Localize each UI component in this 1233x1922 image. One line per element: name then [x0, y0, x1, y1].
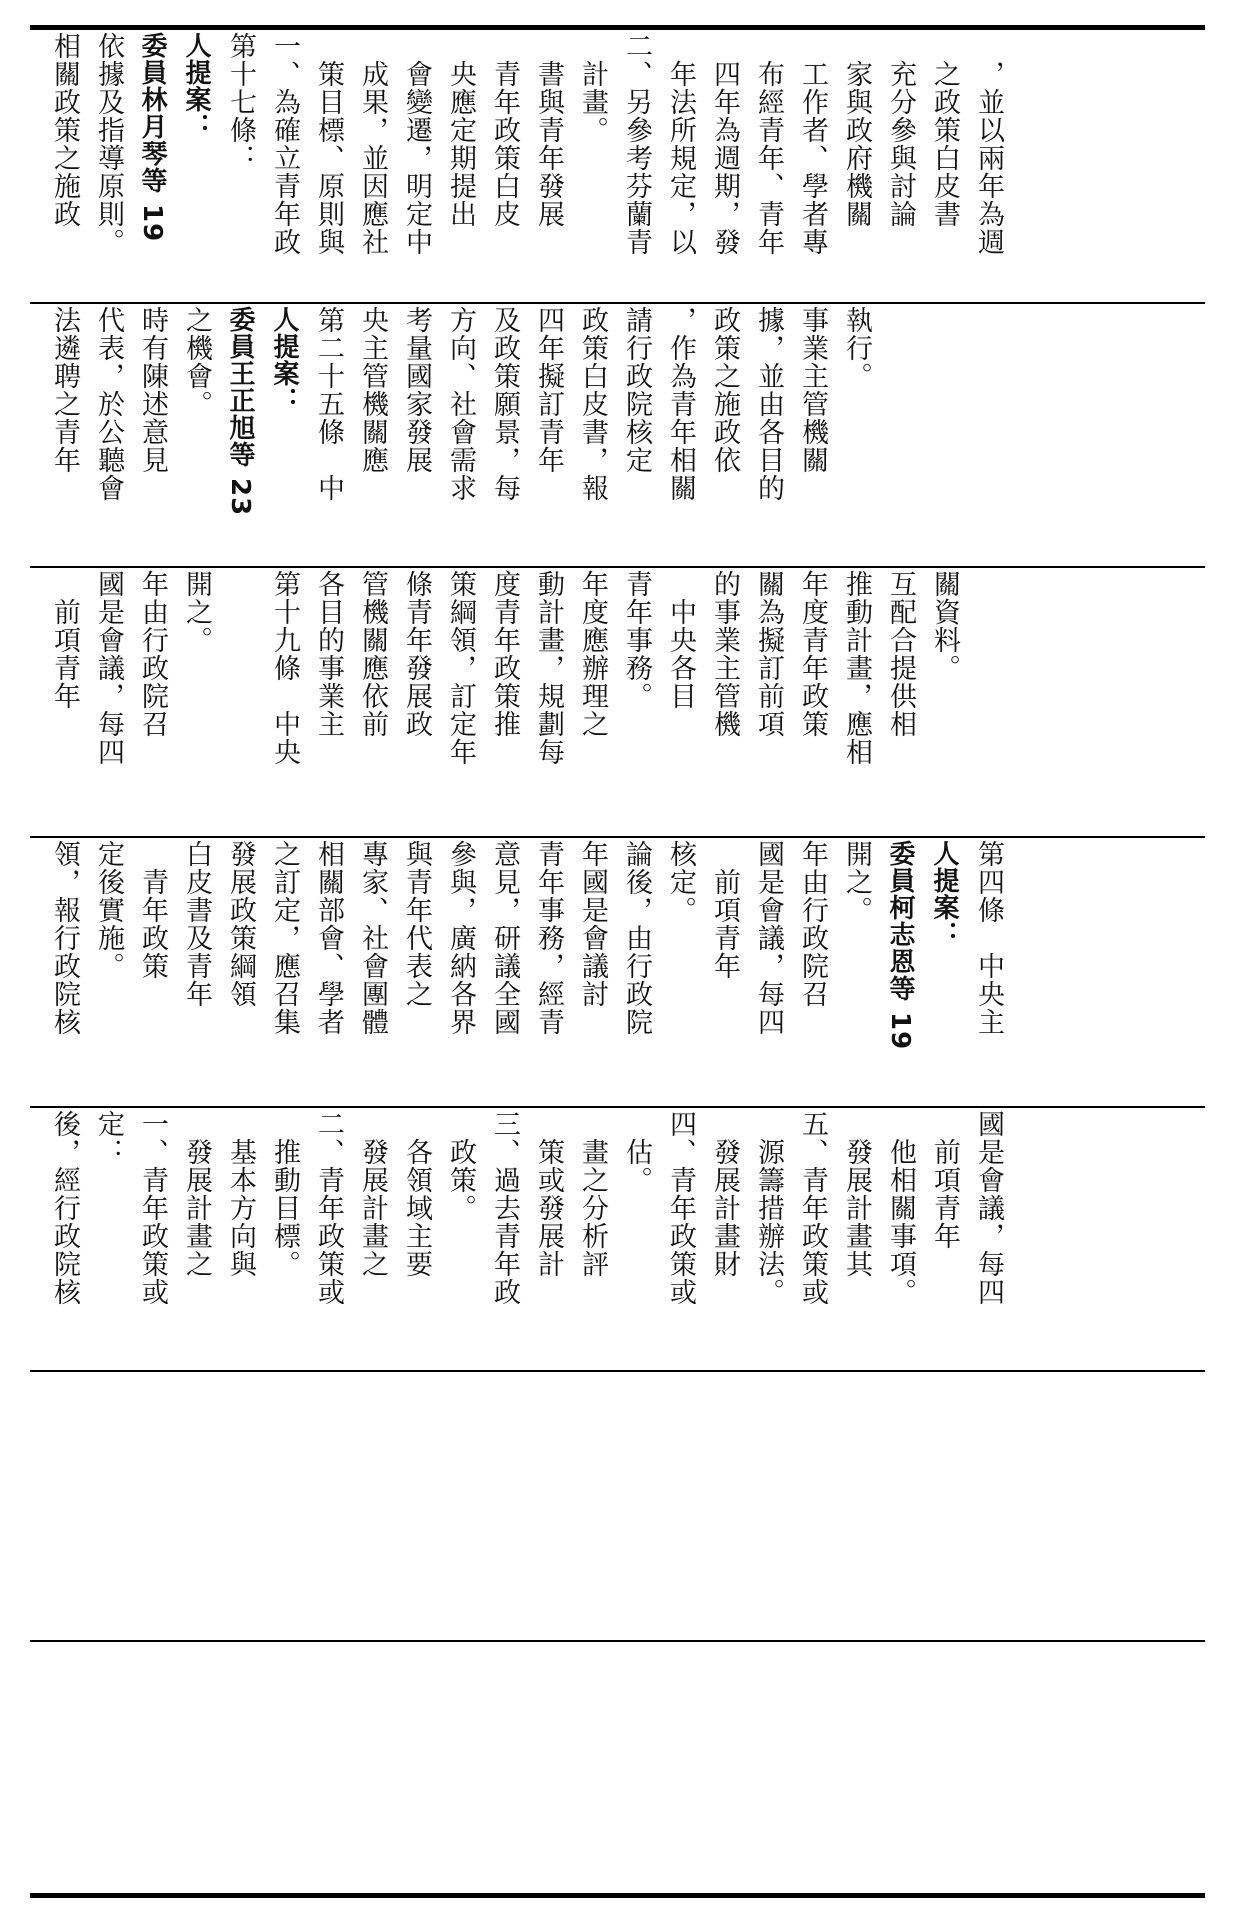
text-line: 推動計畫，應相	[841, 570, 872, 766]
text-line: 依據及指導原則。	[93, 32, 124, 256]
text-line: 後，經行政院核	[49, 1110, 80, 1306]
text-line: 第十九條 中央	[269, 570, 300, 766]
text-line: 一、青年政策或	[137, 1110, 168, 1306]
text-line: 五、青年政策或	[797, 1110, 828, 1306]
text-line: 專家、社會團體	[357, 840, 388, 1036]
text-line: 政策白皮書，報	[577, 306, 608, 502]
text-line: 人提案：	[181, 32, 211, 140]
text-line: 工作者、學者專	[797, 32, 828, 256]
text-line: 畫之分析評	[577, 1110, 608, 1278]
text-line: 三、過去青年政	[489, 1110, 520, 1306]
text-line: 他相關事項。	[885, 1110, 916, 1306]
text-line: 各目的事業主	[313, 570, 344, 738]
column-divider	[30, 1106, 1205, 1108]
text-line: 方向、社會需求	[445, 306, 476, 502]
text-line: 委員王正旭等 23	[225, 306, 255, 517]
text-line: 年由行政院召	[137, 570, 168, 738]
text-line: 度青年政策推	[489, 570, 520, 738]
text-column-3	[40, 570, 1200, 834]
text-line: 互配合提供相	[885, 570, 916, 738]
text-line: 代表，於公聽會	[93, 306, 124, 502]
top-rule	[30, 25, 1205, 30]
text-line: 二、另參考芬蘭青	[621, 32, 652, 256]
text-line: 及政策願景，每	[489, 306, 520, 502]
text-line: 估。	[621, 1110, 652, 1194]
text-line: 發展計畫之	[357, 1110, 388, 1278]
text-line: 管機關應依前	[357, 570, 388, 738]
text-line: 央應定期提出	[445, 32, 476, 228]
text-line: 計畫。	[577, 32, 608, 144]
text-line: 發展計畫其	[841, 1110, 872, 1278]
text-line: 開之。	[181, 570, 212, 654]
text-line: 據，並由各目的	[753, 306, 784, 502]
text-line: 政策。	[445, 1110, 476, 1222]
text-line: 相關部會、學者	[313, 840, 344, 1036]
row-divider	[30, 1640, 1205, 1642]
text-line: 策綱領，訂定年	[445, 570, 476, 766]
text-line: 第十七條：	[225, 32, 256, 172]
text-line: 政策之施政依	[709, 306, 740, 474]
text-line: 領，報行政院核	[49, 840, 80, 1036]
text-line: 核定。	[665, 840, 696, 924]
text-line: 之訂定，應召集	[269, 840, 300, 1036]
text-line: 青年政策白皮	[489, 32, 520, 228]
text-line: 之政策白皮書	[929, 32, 960, 228]
text-line: 青年事務。	[621, 570, 652, 710]
text-line: 人提案：	[269, 306, 299, 414]
text-line: 源籌措辦法。	[753, 1110, 784, 1306]
text-line: 青年事務，經青	[533, 840, 564, 1036]
text-line: 四、青年政策或	[665, 1110, 696, 1306]
column-divider	[30, 302, 1205, 304]
text-line: 條青年發展政	[401, 570, 432, 738]
text-line: 執行。	[841, 306, 872, 390]
text-line: 發展計畫財	[709, 1110, 740, 1278]
text-line: 意見，研議全國	[489, 840, 520, 1036]
text-line: 推動目標。	[269, 1110, 300, 1278]
text-line: 二、青年政策或	[313, 1110, 344, 1306]
text-line: 書與青年發展	[533, 32, 564, 228]
column-divider	[30, 836, 1205, 838]
text-line: 年由行政院召	[797, 840, 828, 1008]
text-line: 關資料。	[929, 570, 960, 682]
text-line: 定後實施。	[93, 840, 124, 980]
text-line: 會變遷，明定中	[401, 32, 432, 256]
text-line: 國是會議，每四	[753, 840, 784, 1036]
text-line: 充分參與討論	[885, 32, 916, 228]
text-column-1	[40, 32, 1200, 300]
text-line: 央主管機關應	[357, 306, 388, 474]
text-line: 事業主管機關	[797, 306, 828, 474]
text-line: 發展政策綱領	[225, 840, 256, 1008]
text-line: 動計畫，規劃每	[533, 570, 564, 766]
text-line: 發展計畫之	[181, 1110, 212, 1278]
text-column-2	[40, 306, 1200, 564]
text-line: 布經青年、青年	[753, 32, 784, 256]
text-line: 國是會議，每四	[973, 1110, 1004, 1306]
text-line: 年國是會議討	[577, 840, 608, 1008]
text-line: 策或發展計	[533, 1110, 564, 1278]
text-line: 策目標、原則與	[313, 32, 344, 256]
text-line: 關為擬訂前項	[753, 570, 784, 738]
text-line: 參與，廣納各界	[445, 840, 476, 1036]
text-line: 前項青年	[709, 840, 740, 980]
text-line: 中央各目	[665, 570, 696, 710]
text-column-4	[40, 840, 1200, 1104]
text-line: ，並以兩年為週	[973, 32, 1004, 256]
text-line: 成果，並因應社	[357, 32, 388, 256]
text-line: 之機會。	[181, 306, 212, 418]
text-line: 各領域主要	[401, 1110, 432, 1278]
text-line: 前項青年	[929, 1110, 960, 1250]
text-line: 定：	[93, 1110, 124, 1166]
text-line: 人提案：	[929, 840, 959, 948]
text-line: 第四條 中央主	[973, 840, 1004, 1036]
text-line: 第二十五條 中	[313, 306, 344, 502]
text-line: 白皮書及青年	[181, 840, 212, 1008]
text-line: 時有陳述意見	[137, 306, 168, 474]
text-line: 論後，由行政院	[621, 840, 652, 1036]
column-divider	[30, 566, 1205, 568]
text-line: 委員柯志恩等 19	[885, 840, 915, 1051]
text-line: 年度青年政策	[797, 570, 828, 738]
text-line: 相關政策之施政	[49, 32, 80, 228]
text-line: 青年政策	[137, 840, 168, 980]
text-line: 年法所規定，以	[665, 32, 696, 256]
text-line: 四年擬訂青年	[533, 306, 564, 474]
text-line: 的事業主管機	[709, 570, 740, 738]
text-column-5	[40, 1110, 1200, 1368]
text-line: 年度應辦理之	[577, 570, 608, 738]
text-line: ，作為青年相關	[665, 306, 696, 502]
text-line: 與青年代表之	[401, 840, 432, 1008]
text-line: 基本方向與	[225, 1110, 256, 1278]
text-line: 前項青年	[49, 570, 80, 710]
text-line: 家與政府機關	[841, 32, 872, 228]
text-line: 委員林月琴等 19	[137, 32, 167, 243]
text-line: 一、為確立青年政	[269, 32, 300, 256]
text-line: 請行政院核定	[621, 306, 652, 474]
row-divider	[30, 1370, 1205, 1372]
bottom-rule	[30, 1893, 1205, 1898]
text-line: 國是會議，每四	[93, 570, 124, 766]
text-line: 考量國家發展	[401, 306, 432, 474]
text-line: 開之。	[841, 840, 872, 924]
text-line: 四年為週期，發	[709, 32, 740, 256]
text-line: 法遴聘之青年	[49, 306, 80, 474]
